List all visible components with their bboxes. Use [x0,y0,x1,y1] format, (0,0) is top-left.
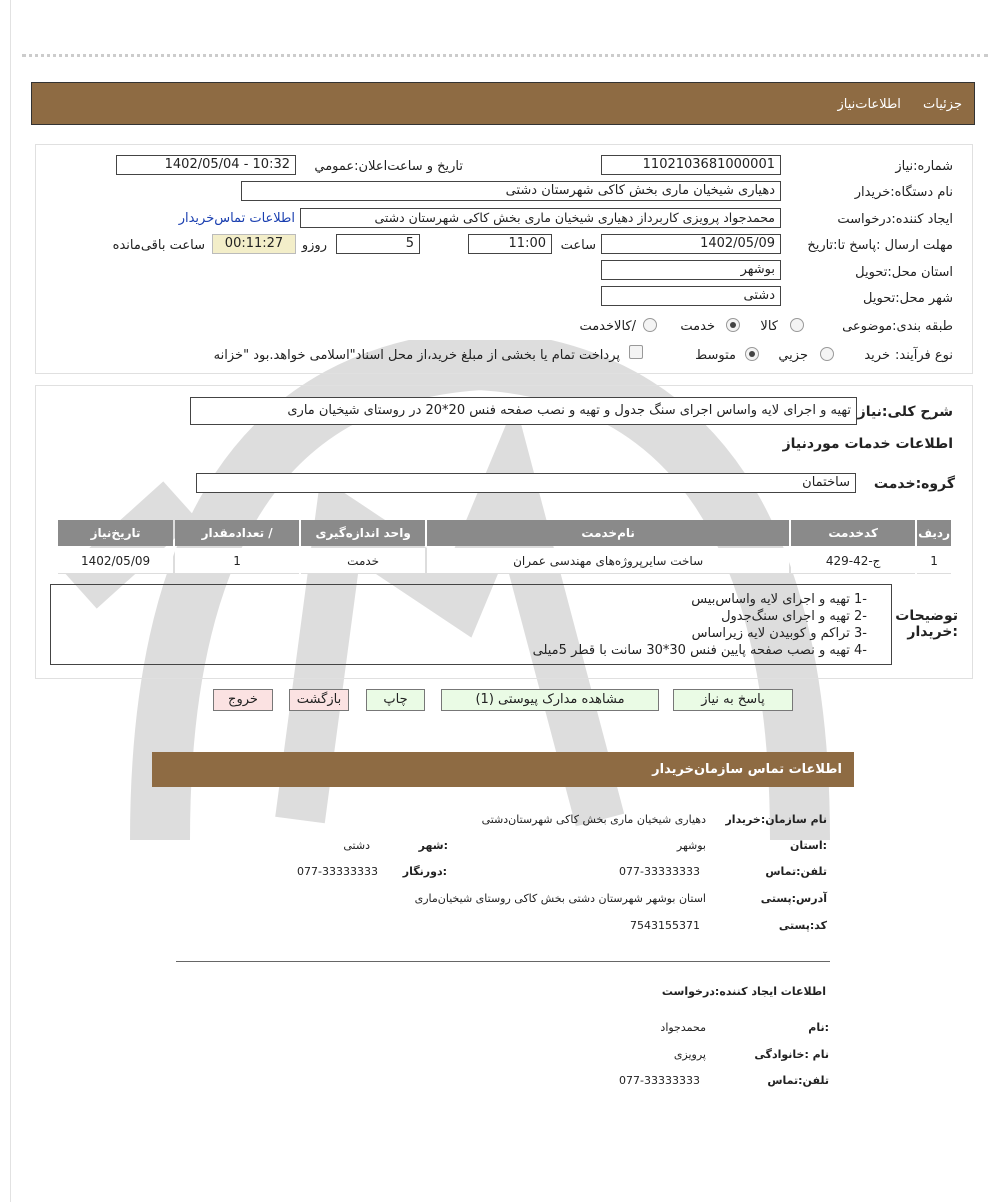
buyer-notes-label: توضیحات :خریدار [895,608,958,640]
process-label: نوع فرآیند: [895,348,953,363]
org-name-value: دهیاری شیخیان ماری بخش کاکی شهرستان‌دشتی [481,813,706,826]
cell-quantity: 1 [175,548,299,574]
top-dotted-divider [22,54,988,57]
contact-city-value: دشتی [343,839,370,852]
cell-need-date: 1402/05/09 [58,548,173,574]
remaining-timer: 00:11:27 [212,234,296,254]
deadline-label: مهلت ارسال :پاسخ تا:تاریخ [807,238,953,253]
creator-info-title: اطلاعات ایجاد کننده:درخواست [661,985,826,998]
creator-family-value: پرویزی [673,1048,706,1061]
process-radio-medium[interactable] [745,347,759,361]
cell-service-code: ج-42-429 [791,548,915,574]
tab-details[interactable]: جزئیات [923,97,962,112]
table-header-row [58,520,951,546]
deadline-time-label: ساعت [560,238,596,253]
contact-fax-label: :دورنگار [402,865,447,878]
services-table [56,518,953,576]
contact-province-label: :استان [790,839,827,852]
creator-name-value: محمدجواد [660,1021,706,1034]
attachments-button[interactable]: مشاهده مدارک پیوستی (1) [441,689,659,711]
process-radio-minor[interactable] [820,347,834,361]
creator-phone-label: تلفن:تماس [767,1074,829,1087]
buyer-org-label: نام دستگاه:خریدار [854,185,953,200]
category-option-service: خدمت [680,319,715,334]
section-divider [176,961,830,962]
province-field: بوشهر [601,260,781,280]
address-value: استان بوشهر شهرستان دشتی بخش کاکی روستای شیخیان‌ماری [414,892,706,905]
contact-province-value: بوشهر [676,839,706,852]
days-field: 5 [336,234,420,254]
summary-label: شرح کلی:نیاز [857,404,953,420]
contact-phone-label: تلفن:تماس [765,865,827,878]
creator-phone-value: 077-33333333 [619,1074,700,1087]
buyer-note-line: -3 تراکم و کوبیدن لایه زیراساس [691,626,867,641]
category-label: طبقه بندی:موضوعی [842,319,953,334]
print-button[interactable]: چاپ [366,689,425,711]
category-radio-service[interactable] [726,318,740,332]
tab-need-info[interactable]: اطلاعات‌نیاز [837,97,901,112]
summary-field: تهیه و اجرای لایه واساس اجرای سنگ جدول و تهیه و نصب صفحه فنس 20*20 در روستای شیخیان ماری [190,397,857,425]
postal-code-label: کد:پستی [778,919,827,932]
cell-service-name: ساخت سایرپروژه‌های مهندسی عمران [427,548,789,574]
col-service-name: نام‌خدمت [427,520,789,546]
announce-date-field: 1402/05/04 - 10:32 [116,155,296,175]
treasury-payment-checkbox[interactable] [629,345,643,359]
deadline-date-field: 1402/05/09 [601,234,781,254]
need-number-field: 1102103681000001 [601,155,781,175]
category-option-goods-service: /کالاخدمت [579,319,636,334]
buyer-notes-box [50,584,892,665]
back-button[interactable]: بازگشت [289,689,349,711]
col-service-code: کدخدمت [791,520,915,546]
announce-date-label: تاریخ و ساعت‌اعلان:عمومي [314,159,463,174]
creator-field: محمدجواد پرویزی کاربرداز دهیاری شیخیان ماری بخش کاکی شهرستان دشتی [300,208,781,228]
col-need-date: تاریخ‌نیاز [58,520,173,546]
exit-button[interactable]: خروج [213,689,273,711]
postal-code-value: 7543155371 [630,919,700,932]
category-radio-goods[interactable] [790,318,804,332]
creator-name-label: :نام [808,1021,829,1034]
org-name-label: نام سازمان:خریدار [725,813,827,826]
col-row-number: ردیف [917,520,951,546]
treasury-payment-note: پرداخت تمام یا بخشی از مبلغ خرید،از محل اسناد"اسلامی خواهد.بود "خزانه [213,348,620,363]
buyer-note-line: -1 تهیه و اجرای لایه واساس‌بیس [691,592,867,607]
buyer-note-line: -4 تهیه و نصب صفحه پایین فنس 30*30 سانت با قطر 5میلی [532,643,867,658]
col-unit: واحد اندازه‌گیری [301,520,425,546]
creator-label: ایجاد کننده:درخواست [837,212,953,227]
cell-unit: خدمت [301,548,425,574]
city-field: دشتی [601,286,781,306]
service-group-label: گروه:خدمت [873,476,955,492]
service-group-field: ساختمان [196,473,856,493]
city-label: شهر محل:تحویل [863,291,953,306]
need-info-panel [35,144,973,374]
deadline-time-field: 11:00 [468,234,552,254]
days-label: روزو [301,238,327,253]
page-left-border [10,0,11,1202]
address-label: آدرس:پستی [760,892,827,905]
buyer-note-line: -2 تهیه و اجرای سنگ‌جدول [721,609,867,624]
col-quantity: / تعدادمقدار [175,520,299,546]
contact-phone-value: 077-33333333 [619,865,700,878]
process-buy: خرید [864,348,890,363]
contact-fax-value: 077-33333333 [297,865,378,878]
reply-button[interactable]: پاسخ به نیاز [673,689,793,711]
contact-city-label: :شهر [418,839,448,852]
remaining-label: ساعت باقی‌مانده [112,238,205,253]
services-title: اطلاعات خدمات موردنیاز [782,436,953,452]
process-option-medium: متوسط [695,348,736,363]
province-label: استان محل:تحویل [855,265,953,280]
need-number-label: شماره:نیاز [895,159,953,174]
top-tab-bar [31,82,975,125]
category-option-goods: کالا [760,319,778,334]
contact-header: اطلاعات تماس سازمان‌خریدار [152,752,854,787]
category-radio-goods-service[interactable] [643,318,657,332]
buyer-contact-link[interactable]: اطلاعات تماس‌خریدار [178,211,295,226]
buyer-org-field: دهیاری شیخیان ماری بخش کاکی شهرستان دشتی [241,181,781,201]
table-row [58,548,951,574]
process-option-minor: جزيي [778,348,808,363]
creator-family-label: نام :خانوادگی [754,1048,829,1061]
cell-row-number: 1 [917,548,951,574]
